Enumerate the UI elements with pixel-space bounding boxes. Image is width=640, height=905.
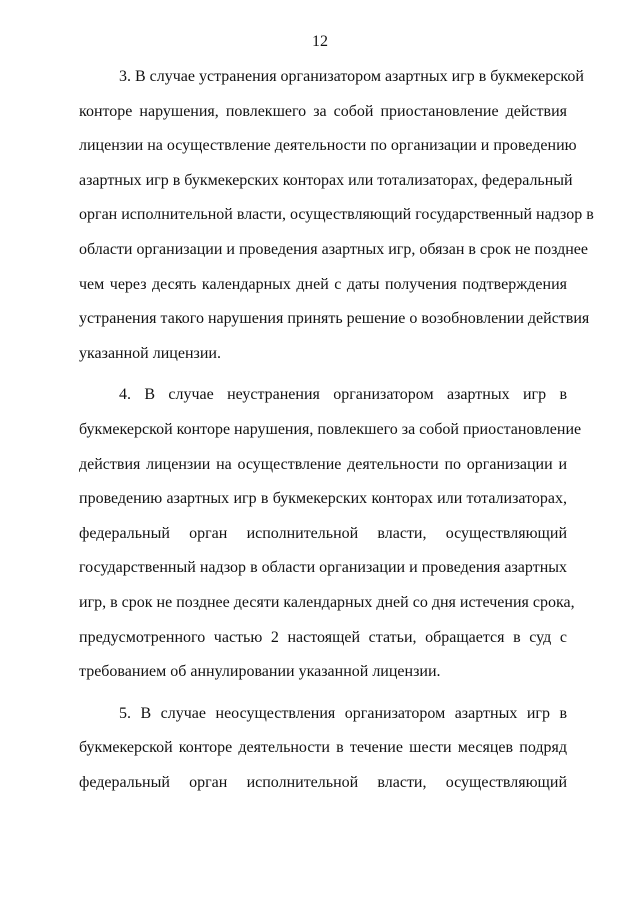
paragraph-line: федеральный орган исполнительной власти, осуществляющий bbox=[79, 524, 567, 542]
paragraph-line: области организации и проведения азартных игр, обязан в срок не позднее bbox=[79, 240, 589, 258]
paragraph-line: проведению азартных игр в букмекерских конторах или тотализаторах, bbox=[79, 490, 567, 508]
document-body bbox=[79, 60, 594, 800]
paragraph-line: требованием об аннулировании указанной лицензии. bbox=[79, 663, 441, 681]
paragraph-line: устранения такого нарушения принять решение о возобновлении действия bbox=[79, 310, 590, 328]
paragraph-line: действия лицензии на осуществление деятельности по организации и bbox=[79, 455, 567, 473]
paragraph-3 bbox=[79, 60, 594, 371]
paragraph-line: букмекерской конторе деятельности в течение шести месяцев подряд bbox=[79, 739, 567, 757]
paragraph-line: государственный надзор в области организации и проведения азартных bbox=[79, 559, 567, 577]
paragraph-line: букмекерской конторе нарушения, повлекшего за собой приостановление bbox=[79, 420, 582, 438]
paragraph-4 bbox=[79, 378, 582, 689]
paragraph-line: 4. В случае неустранения организатором азартных игр в bbox=[119, 386, 567, 404]
paragraph-line: игр, в срок не позднее десяти календарных дней со дня истечения срока, bbox=[79, 593, 575, 611]
page-number: 12 bbox=[312, 33, 328, 50]
paragraph-line: предусмотренного частью 2 настоящей статьи, обращается в суд с bbox=[79, 628, 567, 646]
paragraph-line: 3. В случае устранения организатором азартных игр в букмекерской bbox=[119, 68, 584, 85]
paragraph-line: указанной лицензии. bbox=[79, 344, 221, 362]
paragraph-line: чем через десять календарных дней с даты получения подтверждения bbox=[79, 275, 567, 293]
paragraph-line: федеральный орган исполнительной власти, осуществляющий bbox=[79, 773, 567, 791]
paragraph-5 bbox=[79, 697, 567, 801]
paragraph-line: орган исполнительной власти, осуществляющий государственный надзор в bbox=[79, 206, 594, 224]
paragraph-line: конторе нарушения, повлекшего за собой приостановление действия bbox=[79, 102, 567, 120]
paragraph-line: азартных игр в букмекерских конторах или тотализаторах, федеральный bbox=[79, 171, 573, 189]
paragraph-line: лицензии на осуществление деятельности по организации и проведению bbox=[79, 137, 577, 155]
paragraph-line: 5. В случае неосуществления организатором азартных игр в bbox=[119, 704, 567, 722]
